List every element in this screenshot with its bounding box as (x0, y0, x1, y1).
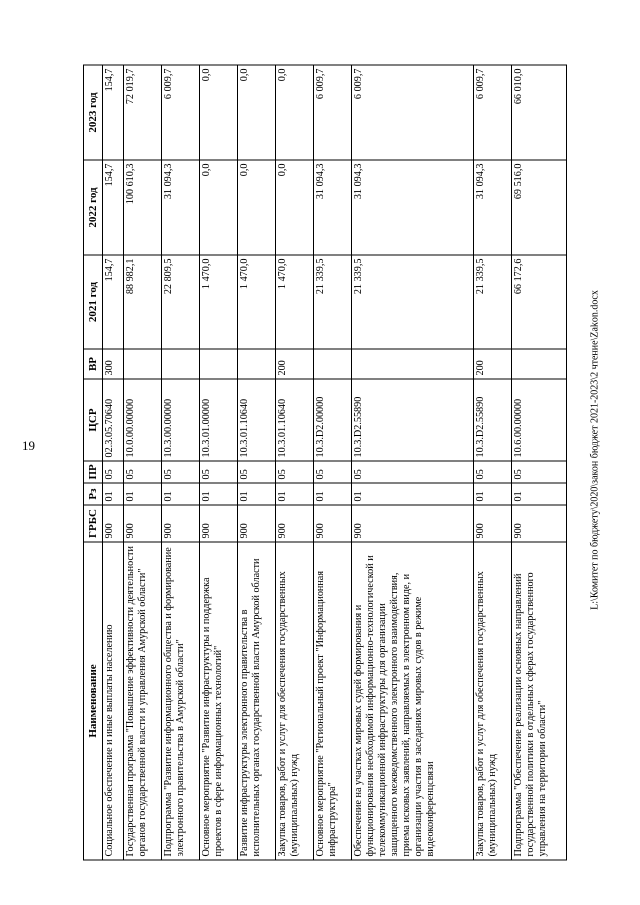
cell-2022: 0,0 (237, 160, 275, 255)
cell-vr (237, 349, 275, 379)
cell-2023: 6 009,7 (474, 65, 512, 160)
table-row (237, 65, 275, 860)
cell-pr: 05 (474, 461, 512, 483)
cell-csr: 02.3.05.70640 (103, 379, 124, 461)
cell-2021: 21 339,5 (351, 255, 473, 349)
cell-2021: 21 339,5 (474, 255, 512, 349)
cell-vr: 200 (474, 349, 512, 379)
budget-table (83, 65, 567, 861)
table-row (199, 65, 237, 860)
cell-2023: 72 019,7 (124, 65, 162, 160)
cell-2021: 21 339,5 (313, 255, 351, 349)
cell-pr: 05 (512, 461, 567, 483)
cell-pr: 05 (162, 461, 200, 483)
cell-rz: 01 (103, 483, 124, 505)
cell-pr: 05 (237, 461, 275, 483)
cell-csr: 10.3.01.10640 (237, 379, 275, 461)
header-grbs: ГРБС (84, 505, 103, 542)
cell-2021: 22 809,5 (162, 255, 200, 349)
cell-2022: 31 094,3 (474, 160, 512, 255)
table-body (103, 65, 567, 860)
table-header-row (84, 65, 103, 860)
header-2021: 2021 год (84, 255, 103, 349)
cell-2021: 1 470,0 (237, 255, 275, 349)
cell-csr: 10.6.00.00000 (512, 379, 567, 461)
cell-rz: 01 (124, 483, 162, 505)
cell-name: Закупка товаров, работ и услуг для обеспечения государственных (муниципальных) нужд (275, 542, 313, 860)
cell-vr: 300 (103, 349, 124, 379)
table-row (162, 65, 200, 860)
cell-csr: 10.3.01.10640 (275, 379, 313, 461)
cell-grbs: 900 (124, 505, 162, 542)
cell-2023: 154,7 (103, 65, 124, 160)
cell-rz: 01 (199, 483, 237, 505)
cell-name: Социальное обеспечение и иные выплаты населению (103, 542, 124, 860)
cell-2023: 0,0 (275, 65, 313, 160)
table-row (474, 65, 512, 860)
cell-grbs: 900 (313, 505, 351, 542)
cell-name: Основное мероприятие "Развитие инфраструктуры и поддержка проектов в сфере информационных технологий" (199, 542, 237, 860)
footer-file-path: L:\Комитет по бюджету\2020\закон бюджет 2021-2023\2 чтение\Zakon.docx (589, 290, 601, 610)
cell-pr: 05 (313, 461, 351, 483)
cell-grbs: 900 (474, 505, 512, 542)
table-row (512, 65, 567, 860)
cell-csr: 10.3.01.00000 (199, 379, 237, 461)
cell-grbs: 900 (199, 505, 237, 542)
cell-rz: 01 (313, 483, 351, 505)
header-csr: ЦСР (84, 379, 103, 461)
cell-vr (313, 349, 351, 379)
cell-2022: 100 610,3 (124, 160, 162, 255)
cell-rz: 01 (237, 483, 275, 505)
cell-name: Обеспечение на участках мировых судей формирования и функционирования необходимой информационно-технологической и телекоммуникационной инфраструктуры для организации защищенного межведомственного электронного взаимодействия, приема исковых заявлений, направляемых в электронном виде, и организации участия в заседаниях мировых судов в режиме видеоконференцсвязи (351, 542, 473, 860)
cell-csr: 10.0.00.00000 (124, 379, 162, 461)
cell-name: Основное мероприятие "Региональный проект "Информационная инфраструктура" (313, 542, 351, 860)
cell-2021: 1 470,0 (199, 255, 237, 349)
cell-csr: 10.3.D2.55890 (351, 379, 473, 461)
cell-rz: 01 (162, 483, 200, 505)
cell-grbs: 900 (237, 505, 275, 542)
cell-rz: 01 (351, 483, 473, 505)
cell-vr (162, 349, 200, 379)
page-number: 19 (22, 438, 35, 453)
cell-2022: 0,0 (275, 160, 313, 255)
table-row (275, 65, 313, 860)
cell-csr: 10.3.D2.55890 (474, 379, 512, 461)
rotated-budget-table (83, 66, 567, 861)
cell-2021: 154,7 (103, 255, 124, 349)
cell-rz: 01 (275, 483, 313, 505)
cell-2022: 69 516,0 (512, 160, 567, 255)
cell-2021: 88 982,1 (124, 255, 162, 349)
cell-2022: 31 094,3 (162, 160, 200, 255)
cell-grbs: 900 (275, 505, 313, 542)
table-row (351, 65, 473, 860)
cell-2023: 6 009,7 (351, 65, 473, 160)
cell-pr: 05 (124, 461, 162, 483)
cell-vr (512, 349, 567, 379)
cell-grbs: 900 (351, 505, 473, 542)
table-row (313, 65, 351, 860)
cell-name: Государственная программа "Повышение эффективности деятельности органов государственной власти и управления Амурской области" (124, 542, 162, 860)
cell-grbs: 900 (103, 505, 124, 542)
cell-2022: 31 094,3 (351, 160, 473, 255)
header-rz: Рз (84, 483, 103, 505)
cell-rz: 01 (512, 483, 567, 505)
cell-2023: 0,0 (199, 65, 237, 160)
header-2022: 2022 год (84, 160, 103, 255)
table-row (124, 65, 162, 860)
cell-2022: 0,0 (199, 160, 237, 255)
cell-2021: 1 470,0 (275, 255, 313, 349)
cell-2023: 6 009,7 (313, 65, 351, 160)
header-vr: ВР (84, 349, 103, 379)
cell-2021: 66 172,6 (512, 255, 567, 349)
cell-grbs: 900 (162, 505, 200, 542)
cell-name: Закупка товаров, работ и услуг для обеспечения государственных (муниципальных) нужд (474, 542, 512, 860)
cell-vr (351, 349, 473, 379)
cell-name: Подпрограмма "Развитие информационного общества и формирование электронного правительства в Амурской области" (162, 542, 200, 860)
cell-csr: 10.3.D2.00000 (313, 379, 351, 461)
cell-grbs: 900 (512, 505, 567, 542)
cell-2023: 66 010,0 (512, 65, 567, 160)
cell-2023: 6 009,7 (162, 65, 200, 160)
cell-csr: 10.3.00.00000 (162, 379, 200, 461)
cell-pr: 05 (351, 461, 473, 483)
cell-2022: 154,7 (103, 160, 124, 255)
cell-2022: 31 094,3 (313, 160, 351, 255)
cell-pr: 05 (275, 461, 313, 483)
cell-pr: 05 (103, 461, 124, 483)
cell-vr (199, 349, 237, 379)
header-name: Наименование (84, 542, 103, 860)
cell-name: Развитие инфраструктуры электронного правительства в исполнительных органах государственной власти Амурской области (237, 542, 275, 860)
cell-2023: 0,0 (237, 65, 275, 160)
cell-vr: 200 (275, 349, 313, 379)
cell-rz: 01 (474, 483, 512, 505)
cell-pr: 05 (199, 461, 237, 483)
table-row (103, 65, 124, 860)
cell-name: Подпрограмма "Обеспечение реализации основных направлений государственной политики в отдельных сферах государственного управления на территории области" (512, 542, 567, 860)
header-2023: 2023 год (84, 65, 103, 160)
cell-vr (124, 349, 162, 379)
header-pr: ПР (84, 461, 103, 483)
